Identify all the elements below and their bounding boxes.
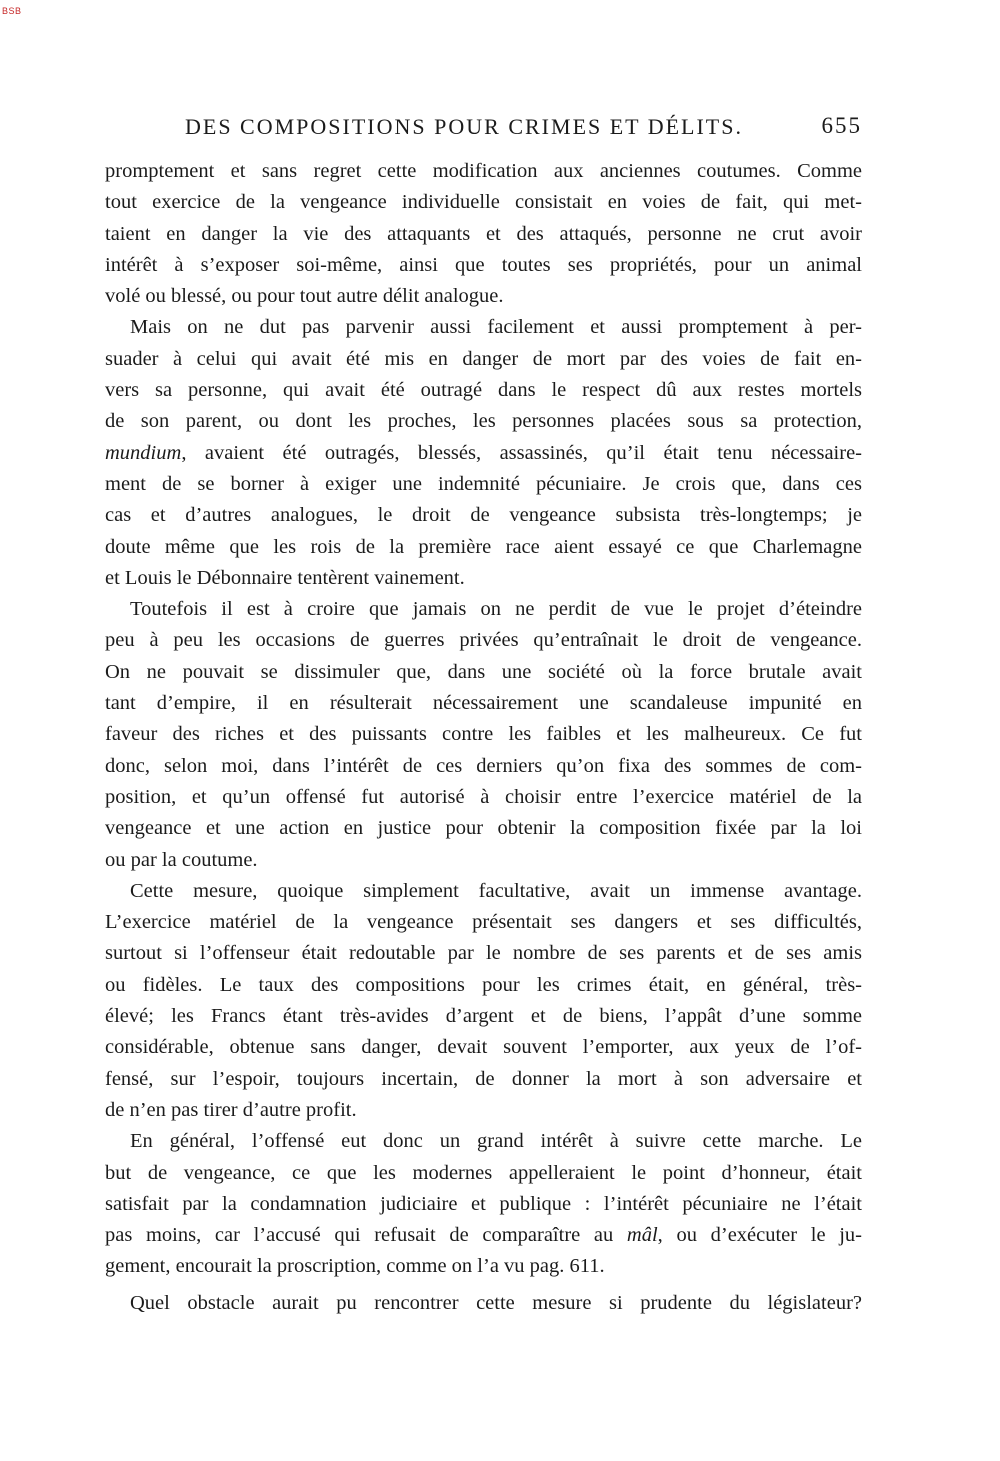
text-segment: , ou d’exécuter le ju- [657,1224,862,1247]
text-line: tout exercice de la vengeance individuelle consistait en voies de fait, qui met- [105,191,862,214]
paragraph [105,312,862,594]
running-title: DES COMPOSITIONS POUR CRIMES ET DÉLITS. [185,114,743,139]
text-line: considérable, obtenue sans danger, devait souvent l’emporter, aux yeux de l’of- [105,1036,862,1059]
text-line: gement, encourait la proscription, comme on l’a vu pag. 611. [105,1255,605,1278]
body-text [105,156,862,1319]
text-line: fensé, sur l’espoir, toujours incertain, de donner la mort à son adversaire et [105,1067,862,1090]
text-line: L’exercice matériel de la vengeance présentait ses dangers et ses difficultés, [105,911,862,934]
text-line: ment de se borner à exiger une indemnité pécuniaire. Je crois que, dans ces [105,472,862,495]
italic-term: mundium [105,441,182,464]
text-line: ou fidèles. Le taux des compositions pour les crimes était, en général, très- [105,973,862,996]
text-line: promptement et sans regret cette modification aux anciennes coutumes. Comme [105,160,862,182]
text-line: Quel obstacle aurait pu rencontrer cette mesure si prudente du législateur? [130,1291,862,1314]
text-line: peu à peu les occasions de guerres privées qu’entraînait le droit de vengeance. [105,629,862,652]
text-line [105,438,862,469]
text-line: position, et qu’un offensé fut autorisé à choisir entre l’exercice matériel de la [105,785,862,808]
text-line: Toutefois il est à croire que jamais on ne perdit de vue le projet d’éteindre [130,598,862,621]
text-line: Cette mesure, quoique simplement facultative, avait un immense avantage. [130,879,862,902]
text-line: vengeance et une action en justice pour obtenir la composition fixée par la loi [105,817,862,840]
text-line: cas et d’autres analogues, le droit de vengeance subsista très-longtemps; je [105,504,862,527]
text-line: volé ou blessé, ou pour tout autre délit analogue. [105,285,504,308]
text-line: En général, l’offensé eut donc un grand intérêt à suivre cette marche. Le [130,1130,862,1153]
text-line: de son parent, ou dont les proches, les personnes placées sous sa protection, [105,410,862,433]
text-line [105,1220,862,1251]
text-line: de n’en pas tirer d’autre profit. [105,1098,357,1121]
text-line: On ne pouvait se dissimuler que, dans une société où la force brutale avait [105,660,862,683]
paragraph [105,594,862,876]
paragraph [105,156,862,312]
text-line: suader à celui qui avait été mis en danger de mort par des voies de fait en- [105,347,862,370]
text-line: donc, selon moi, dans l’intérêt de ces derniers qu’on fixa des sommes de com- [105,754,862,777]
text-line: tant d’empire, il en résulterait nécessairement une scandaleuse impunité en [105,692,862,715]
italic-term: mâl [626,1224,658,1247]
text-line: intérêt à s’exposer soi-même, ainsi que toutes ses propriétés, pour un animal [105,253,862,276]
text-line: doute même que les rois de la première race aient essayé ce que Charlemagne [105,535,862,558]
page-number: 655 [821,113,862,138]
text-line: but de vengeance, ce que les modernes appelleraient le point d’honneur, était [105,1161,862,1184]
text-line: vers sa personne, qui avait été outragé dans le respect dû aux restes mortels [105,379,862,402]
text-segment: , avaient été outragés, blessés, assassinés, qu’il était tenu nécessaire- [181,441,862,464]
text-line: faveur des riches et des puissants contre les faibles et les malheureux. Ce fut [105,723,862,746]
text-line: taient en danger la vie des attaquants et des attaqués, personne ne crut avoir [105,222,862,245]
text-line: et Louis le Débonnaire tentèrent vainement. [105,566,465,589]
paragraph [105,1288,862,1319]
text-line: ou par la coutume. [105,848,258,871]
paragraph [105,876,862,1126]
text-line: élevé; les Francs étant très-avides d’argent et de biens, l’appât d’une somme [105,1005,862,1028]
text-line: surtout si l’offenseur était redoutable par le nombre de ses parents et de ses amis [105,942,862,965]
text-line: Mais on ne dut pas parvenir aussi facilement et aussi promptement à per- [130,316,862,339]
text-line: satisfait par la condamnation judiciaire et publique : l’intérêt pécuniaire ne l’était [105,1192,862,1215]
library-watermark: BSB [2,6,22,16]
text-segment: pas moins, car l’accusé qui refusait de comparaître au [105,1224,627,1247]
paragraph [105,1126,862,1282]
